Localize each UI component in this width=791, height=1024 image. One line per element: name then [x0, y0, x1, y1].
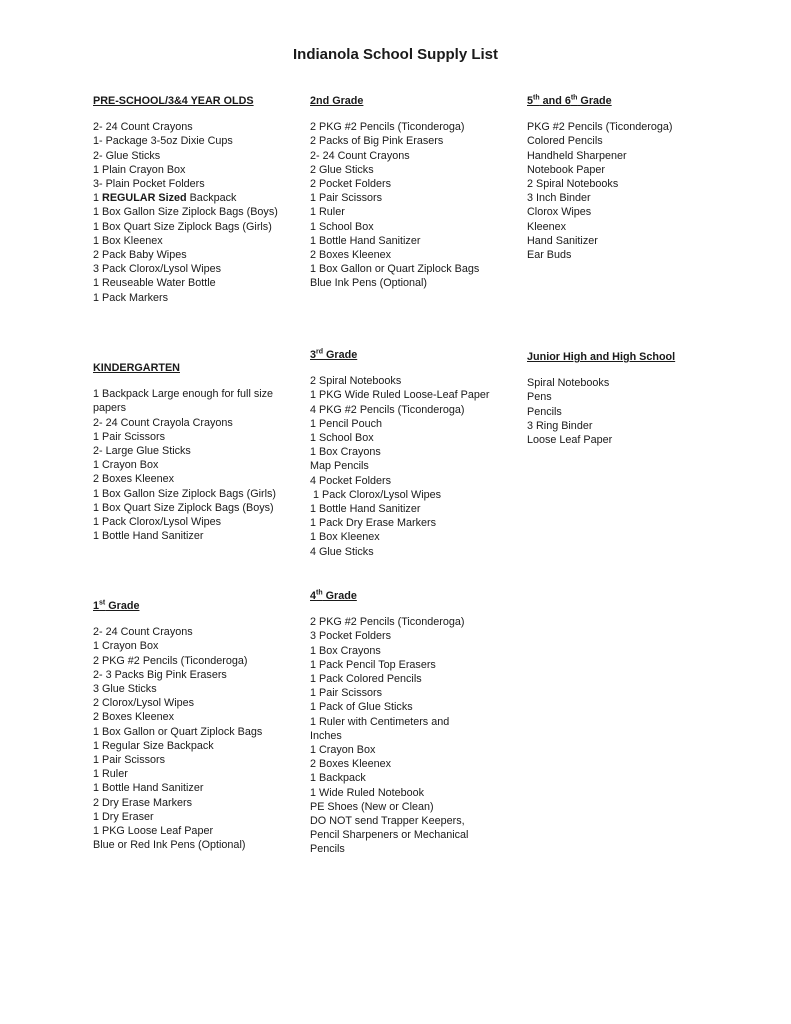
list-item: Kleenex [527, 220, 567, 233]
list-item: 1 Pair Scissors [93, 754, 165, 767]
list-item: 2 PKG #2 Pencils (Ticonderoga) [310, 616, 465, 629]
list-item: 3 Ring Binder [527, 419, 593, 432]
list-item: 1 Wide Ruled Notebook [310, 786, 425, 799]
heading-ordinal: th [570, 94, 578, 102]
list-item: 1 Box Gallon Size Ziplock Bags (Girls) [93, 487, 277, 500]
heading-number: 3 [310, 349, 317, 361]
list-item: 2- 24 Count Crayons [93, 626, 193, 639]
heading-number: 1 [93, 600, 100, 612]
heading-text: and 6 [539, 95, 571, 107]
list-item: 2- Glue Sticks [93, 149, 161, 162]
list-item: Ear Buds [527, 249, 572, 262]
list-item: 1 Ruler [93, 768, 128, 781]
list-item: 1 Plain Crayon Box [93, 163, 186, 176]
list-item: 1 Bottle Hand Sanitizer [310, 234, 421, 247]
list-item: 2 Dry Erase Markers [93, 796, 192, 809]
list-item: 2 Boxes Kleenex [93, 711, 175, 724]
section-heading: Junior High and High School [527, 351, 676, 363]
list-item: Spiral Notebooks [527, 377, 610, 390]
list-item: 1 Pack of Glue Sticks [310, 701, 413, 714]
list-item: Notebook Paper [527, 163, 606, 176]
list-item: 2 Glue Sticks [310, 163, 374, 176]
list-item: 2 Boxes Kleenex [310, 249, 392, 262]
list-item: 2 Spiral Notebooks [527, 178, 619, 191]
list-item: 2 Boxes Kleenex [93, 473, 175, 486]
list-item: 1 Crayon Box [310, 744, 376, 757]
list-item-bold: 1 REGULAR Sized Backpack [93, 192, 237, 205]
list-item: 1 Pencil Pouch [310, 417, 383, 430]
heading-number: 4 [310, 590, 317, 602]
list-item: 2- 24 Count Crayons [93, 121, 193, 134]
list-item: PKG #2 Pencils (Ticonderoga) [527, 121, 673, 134]
list-item: 1 Box Crayons [310, 644, 381, 657]
list-item: 1- Package 3-5oz Dixie Cups [93, 135, 233, 148]
list-item: 3 Pocket Folders [310, 630, 392, 643]
section-preschool [93, 94, 293, 305]
list-item: Handheld Sharpener [527, 149, 627, 162]
list-item: Hand Sanitizer [527, 234, 598, 247]
heading-ordinal: rd [316, 348, 324, 356]
list-item: DO NOT send Trapper Keepers, Pencil Sharpeners or Mechanical Pencils [310, 815, 469, 856]
list-item: 1 Box Quart Size Ziplock Bags (Boys) [93, 501, 274, 514]
list-item: 1 Box Kleenex [310, 531, 380, 544]
list-item: Clorox Wipes [527, 206, 592, 219]
section-grade-5-6 [527, 94, 727, 262]
list-item: Pens [527, 391, 552, 404]
heading-text: Grade [322, 590, 357, 602]
heading-ordinal: th [316, 589, 323, 597]
list-item: 1 Backpack Large enough for full size papers [93, 388, 274, 415]
section-grade-4 [310, 589, 510, 857]
list-item: Colored Pencils [527, 135, 603, 148]
list-item: 1 Box Gallon or Quart Ziplock Bags [310, 263, 480, 276]
list-item: 1 Pack Markers [93, 291, 168, 304]
list-item: 1 School Box [310, 432, 374, 445]
list-item: 1 Dry Eraser [93, 810, 154, 823]
list-item: 1 Crayon Box [93, 459, 159, 472]
list-item: 3 Inch Binder [527, 192, 591, 205]
list-item: Map Pencils [310, 460, 369, 473]
list-item: 2 Packs of Big Pink Erasers [310, 135, 444, 148]
section-grade-3 [310, 348, 510, 559]
heading-ordinal: th [533, 94, 540, 102]
list-item: 2- 24 Count Crayola Crayons [93, 416, 233, 429]
list-item: 1 PKG Wide Ruled Loose-Leaf Paper [310, 389, 490, 402]
list-item: 1 Backpack [310, 772, 366, 785]
list-item: Pencils [527, 405, 562, 418]
list-item: Blue or Red Ink Pens (Optional) [93, 839, 246, 852]
list-item: 1 Ruler [310, 206, 345, 219]
list-item: 1 Box Gallon Size Ziplock Bags (Boys) [93, 206, 278, 219]
heading-text: Grade [105, 600, 140, 612]
list-item: 1 Pack Pencil Top Erasers [310, 658, 436, 671]
section-heading [93, 599, 293, 613]
section-heading: PRE-SCHOOL/3&4 YEAR OLDS [93, 95, 254, 107]
heading-number: 5 [527, 95, 534, 107]
list-item: 1 Bottle Hand Sanitizer [93, 530, 204, 543]
list-item: 4 PKG #2 Pencils (Ticonderoga) [310, 403, 465, 416]
list-item: 2 PKG #2 Pencils (Ticonderoga) [310, 121, 465, 134]
list-item: 2 Boxes Kleenex [310, 758, 392, 771]
list-item: 2 Spiral Notebooks [310, 375, 402, 388]
list-item: 1 Pack Colored Pencils [310, 673, 422, 686]
heading-text: Grade [323, 349, 358, 361]
list-item: 4 Pocket Folders [310, 474, 392, 487]
list-item: 2 PKG #2 Pencils (Ticonderoga) [93, 654, 248, 667]
list-item: 3- Plain Pocket Folders [93, 178, 205, 191]
section-junior-high-high-school [527, 350, 727, 447]
list-item: 1 Pair Scissors [93, 430, 165, 443]
list-item: 2- 24 Count Crayons [310, 149, 410, 162]
section-grade-1 [93, 599, 293, 852]
list-item: 4 Glue Sticks [310, 545, 374, 558]
list-item: 1 Box Crayons [310, 446, 381, 459]
list-item: 1 Reuseable Water Bottle [93, 277, 216, 290]
list-item: 1 School Box [310, 220, 374, 233]
list-item: 1 Regular Size Backpack [93, 739, 214, 752]
section-heading [310, 348, 510, 362]
list-item: 2- Large Glue Sticks [93, 445, 191, 458]
section-heading [310, 589, 510, 603]
list-item: PE Shoes (New or Clean) [310, 800, 434, 813]
list-item: 1 Bottle Hand Sanitizer [310, 503, 421, 516]
list-item: 2- 3 Packs Big Pink Erasers [93, 668, 227, 681]
list-item: 1 Pack Clorox/Lysol Wipes [93, 516, 222, 529]
list-item: 3 Pack Clorox/Lysol Wipes [93, 263, 222, 276]
list-item: 1 Box Kleenex [93, 234, 163, 247]
list-item: 2 Pack Baby Wipes [93, 249, 187, 262]
list-item: 1 Pair Scissors [310, 192, 382, 205]
list-item: 1 Bottle Hand Sanitizer [93, 782, 204, 795]
emphasis-text: REGULAR Sized [102, 192, 187, 205]
list-item: 1 Ruler with Centimeters and Inches [310, 715, 450, 742]
section-heading: 2nd Grade [310, 95, 364, 107]
section-heading: KINDERGARTEN [93, 362, 180, 374]
section-heading [527, 94, 727, 108]
list-item: 2 Pocket Folders [310, 178, 392, 191]
list-item: 1 PKG Loose Leaf Paper [93, 825, 214, 838]
heading-text: Grade [577, 95, 612, 107]
list-item: 1 Box Gallon or Quart Ziplock Bags [93, 725, 263, 738]
list-item: 1 Pack Clorox/Lysol Wipes [310, 488, 442, 501]
list-item: 1 Box Quart Size Ziplock Bags (Girls) [93, 220, 272, 233]
list-item: 3 Glue Sticks [93, 683, 157, 696]
list-item: 1 Crayon Box [93, 640, 159, 653]
section-grade-2 [310, 94, 510, 291]
heading-ordinal: st [99, 599, 106, 607]
list-item: Blue Ink Pens (Optional) [310, 277, 428, 290]
list-item: Loose Leaf Paper [527, 434, 613, 447]
list-item: 1 Pair Scissors [310, 687, 382, 700]
section-kindergarten [93, 361, 293, 543]
page-title: Indianola School Supply List [292, 46, 498, 63]
list-item: 2 Clorox/Lysol Wipes [93, 697, 195, 710]
list-item: 1 Pack Dry Erase Markers [310, 517, 436, 530]
